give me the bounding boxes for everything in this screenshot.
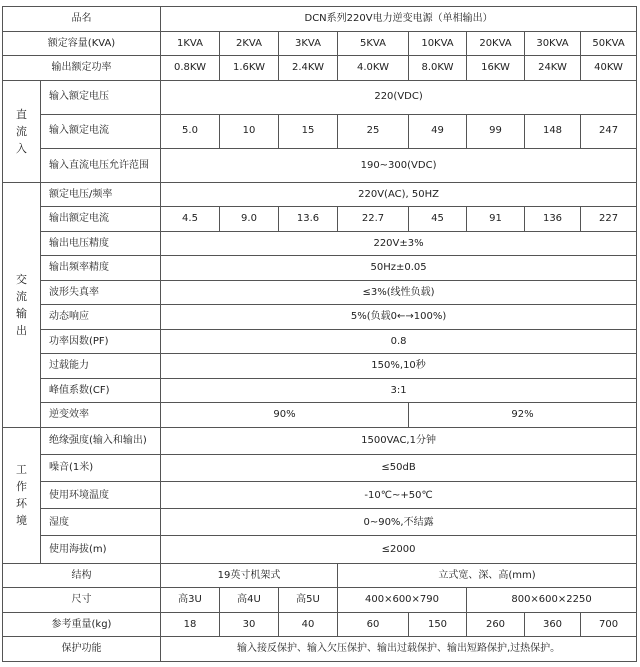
- ac-current-cell: 4.5: [161, 207, 220, 232]
- name-label: 品名: [3, 7, 161, 32]
- ac-current-cell: 13.6: [279, 207, 338, 232]
- ac-output-group-label: [3, 182, 41, 427]
- power-cell: 2.4KW: [279, 56, 338, 81]
- group-char: 流: [16, 124, 27, 138]
- capacity-cell: 50KVA: [581, 31, 637, 56]
- dc-current-cell: 148: [525, 114, 581, 148]
- altitude-value: ≤2000: [161, 536, 637, 563]
- temp-value: -10℃~+50℃: [161, 482, 637, 509]
- ac-rated-value: 220V(AC), 50HZ: [161, 182, 637, 207]
- temp-label: 使用环境温度: [41, 482, 161, 509]
- power-cell: 24KW: [525, 56, 581, 81]
- ac-current-cell: 9.0: [220, 207, 279, 232]
- protection-label: 保护功能: [3, 637, 161, 662]
- capacity-cell: 30KVA: [525, 31, 581, 56]
- size-cell: 高5U: [279, 588, 338, 613]
- dc-current-cell: 247: [581, 114, 637, 148]
- insulation-value: 1500VAC,1分钟: [161, 427, 637, 454]
- noise-value: ≤50dB: [161, 455, 637, 482]
- dc-current-cell: 5.0: [161, 114, 220, 148]
- capacity-cell: 5KVA: [338, 31, 409, 56]
- dc-current-cell: 10: [220, 114, 279, 148]
- noise-label: 噪音(1米): [41, 455, 161, 482]
- ac-current-label: 输出额定电流: [41, 207, 161, 232]
- weight-cell: 700: [581, 612, 637, 637]
- protection-value: 输入接反保护、输入欠压保护、输出过载保护、输出短路保护,过热保护。: [161, 637, 637, 662]
- row-ac-f-precision: [3, 256, 637, 281]
- row-dc-voltage: [3, 80, 637, 114]
- power-label: 输出额定功率: [3, 56, 161, 81]
- row-env-insulation: [3, 427, 637, 454]
- row-ac-distortion: [3, 280, 637, 305]
- row-ac-rated: [3, 182, 637, 207]
- weight-cell: 30: [220, 612, 279, 637]
- structure-rack: 19英寸机架式: [161, 563, 338, 588]
- ac-current-cell: 45: [409, 207, 467, 232]
- capacity-label: 额定容量(KVA): [3, 31, 161, 56]
- group-char: 入: [16, 141, 27, 155]
- row-product-name: [3, 7, 637, 32]
- group-char: 工: [16, 463, 27, 477]
- v-precision-value: 220V±3%: [161, 231, 637, 256]
- spec-table: [2, 6, 637, 662]
- humidity-label: 湿度: [41, 509, 161, 536]
- row-env-noise: [3, 455, 637, 482]
- dc-range-label: 输入直流电压允许范围: [41, 148, 161, 182]
- size-cell: 高4U: [220, 588, 279, 613]
- dc-current-label: 输入额定电流: [41, 114, 161, 148]
- group-char: 流: [16, 289, 27, 303]
- cf-label: 峰值系数(CF): [41, 378, 161, 403]
- structure-label: 结构: [3, 563, 161, 588]
- size-tower-a: 400×600×790: [338, 588, 467, 613]
- group-char: 直: [16, 107, 27, 121]
- structure-tower: 立式宽、深、高(mm): [338, 563, 637, 588]
- distortion-value: ≤3%(线性负载): [161, 280, 637, 305]
- overload-label: 过载能力: [41, 354, 161, 379]
- humidity-value: 0~90%,不结露: [161, 509, 637, 536]
- row-env-altitude: [3, 536, 637, 563]
- insulation-label: 绝缘强度(输入和输出): [41, 427, 161, 454]
- dc-current-cell: 25: [338, 114, 409, 148]
- power-cell: 40KW: [581, 56, 637, 81]
- power-cell: 4.0KW: [338, 56, 409, 81]
- capacity-cell: 1KVA: [161, 31, 220, 56]
- capacity-cell: 2KVA: [220, 31, 279, 56]
- row-weight: [3, 612, 637, 637]
- row-ac-efficiency: [3, 403, 637, 428]
- ac-current-cell: 91: [467, 207, 525, 232]
- group-char: 输: [16, 306, 27, 320]
- weight-cell: 18: [161, 612, 220, 637]
- power-cell: 16KW: [467, 56, 525, 81]
- group-char: 环: [16, 497, 27, 511]
- group-char: 作: [16, 480, 27, 494]
- row-dc-range: [3, 148, 637, 182]
- dc-current-cell: 49: [409, 114, 467, 148]
- response-label: 动态响应: [41, 305, 161, 330]
- size-cell: 高3U: [161, 588, 220, 613]
- dc-current-cell: 99: [467, 114, 525, 148]
- cf-value: 3:1: [161, 378, 637, 403]
- capacity-cell: 10KVA: [409, 31, 467, 56]
- efficiency-label: 逆变效率: [41, 403, 161, 428]
- distortion-label: 波形失真率: [41, 280, 161, 305]
- overload-value: 150%,10秒: [161, 354, 637, 379]
- size-tower-b: 800×600×2250: [467, 588, 637, 613]
- row-dc-current: [3, 114, 637, 148]
- row-ac-overload: [3, 354, 637, 379]
- efficiency-large: 92%: [409, 403, 637, 428]
- row-structure: [3, 563, 637, 588]
- altitude-label: 使用海拔(m): [41, 536, 161, 563]
- group-char: 交: [16, 272, 27, 286]
- row-ac-cf: [3, 378, 637, 403]
- weight-label: 参考重量(kg): [3, 612, 161, 637]
- row-ac-response: [3, 305, 637, 330]
- dc-voltage-label: 输入额定电压: [41, 80, 161, 114]
- row-size: [3, 588, 637, 613]
- row-power: [3, 56, 637, 81]
- dc-input-group-label: [3, 80, 41, 182]
- row-ac-v-precision: [3, 231, 637, 256]
- product-name: DCN系列220V电力逆变电源（单相输出）: [161, 7, 637, 32]
- ac-current-cell: 22.7: [338, 207, 409, 232]
- response-value: 5%(负载0←→100%): [161, 305, 637, 330]
- f-precision-value: 50Hz±0.05: [161, 256, 637, 281]
- f-precision-label: 输出频率精度: [41, 256, 161, 281]
- weight-cell: 260: [467, 612, 525, 637]
- capacity-cell: 3KVA: [279, 31, 338, 56]
- row-env-temp: [3, 482, 637, 509]
- power-cell: 1.6KW: [220, 56, 279, 81]
- dc-range-value: 190~300(VDC): [161, 148, 637, 182]
- capacity-cell: 20KVA: [467, 31, 525, 56]
- row-protection: [3, 637, 637, 662]
- v-precision-label: 输出电压精度: [41, 231, 161, 256]
- dc-voltage-value: 220(VDC): [161, 80, 637, 114]
- weight-cell: 40: [279, 612, 338, 637]
- row-capacity: [3, 31, 637, 56]
- pf-value: 0.8: [161, 329, 637, 354]
- power-cell: 0.8KW: [161, 56, 220, 81]
- ac-rated-label: 额定电压/频率: [41, 182, 161, 207]
- row-ac-current: [3, 207, 637, 232]
- row-ac-pf: [3, 329, 637, 354]
- group-char: 出: [16, 323, 27, 337]
- ac-current-cell: 136: [525, 207, 581, 232]
- group-char: 境: [16, 514, 27, 528]
- ac-current-cell: 227: [581, 207, 637, 232]
- environment-group-label: [3, 427, 41, 563]
- dc-current-cell: 15: [279, 114, 338, 148]
- weight-cell: 60: [338, 612, 409, 637]
- weight-cell: 150: [409, 612, 467, 637]
- efficiency-small: 90%: [161, 403, 409, 428]
- pf-label: 功率因数(PF): [41, 329, 161, 354]
- size-label: 尺寸: [3, 588, 161, 613]
- row-env-humidity: [3, 509, 637, 536]
- weight-cell: 360: [525, 612, 581, 637]
- power-cell: 8.0KW: [409, 56, 467, 81]
